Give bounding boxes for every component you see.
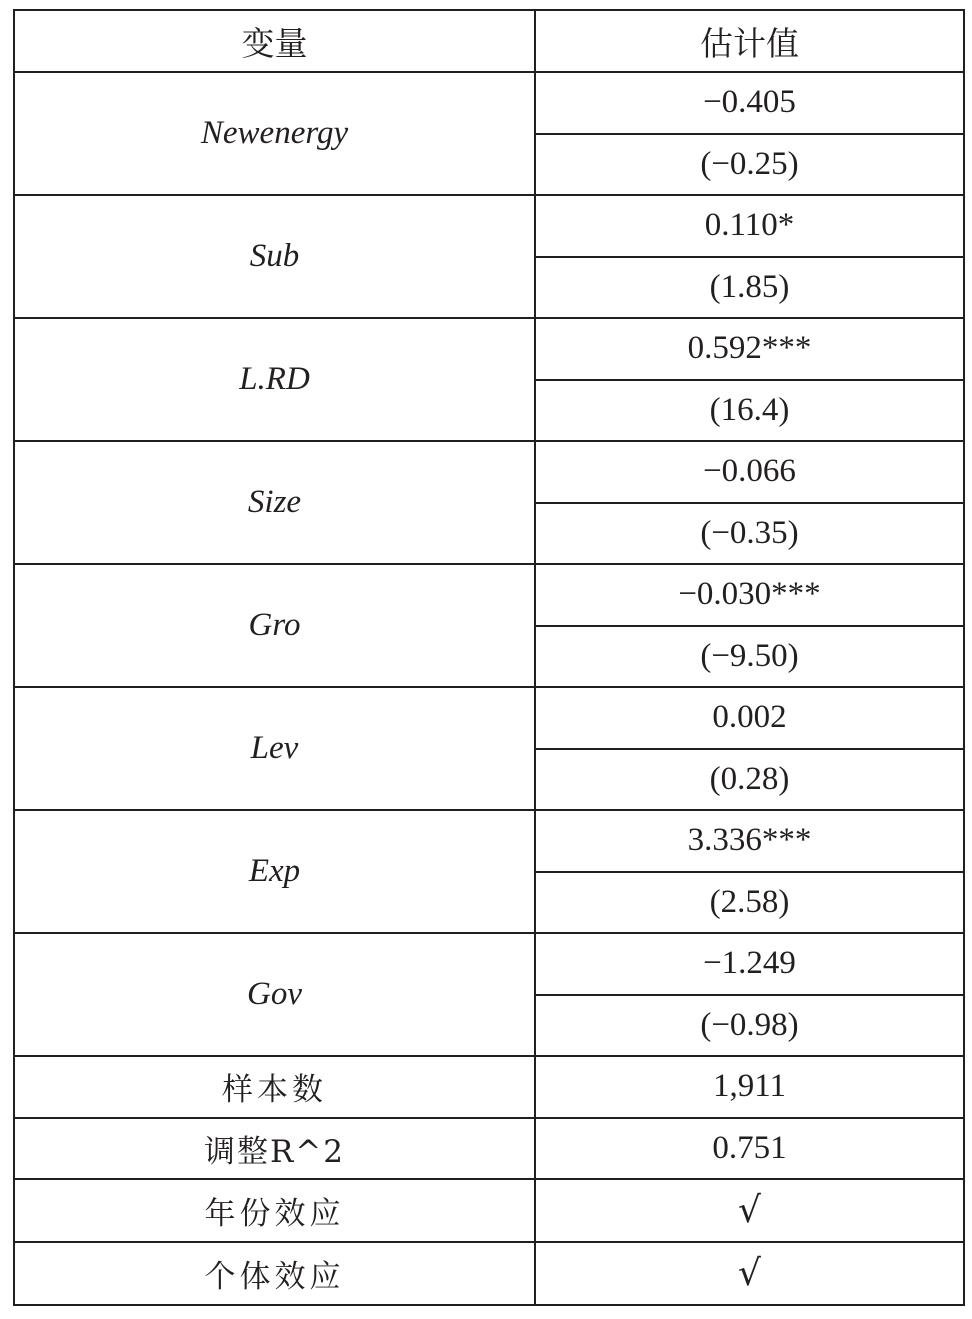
summary-row-adjusted-r2 [14,1118,964,1180]
check-mark-icon: √ [535,1242,964,1305]
table-row [14,687,964,749]
coefficient: 0.002 [535,687,964,749]
summary-label: 样本数 [14,1056,535,1118]
coefficient: −0.066 [535,441,964,503]
table-row [14,318,964,380]
regression-table [13,9,965,1306]
header-variable: 变量 [14,10,535,72]
summary-label: 年份效应 [14,1179,535,1242]
summary-row-year-effect [14,1179,964,1242]
table-row [14,72,964,134]
summary-label: 个体效应 [14,1242,535,1305]
table-row [14,933,964,995]
check-mark-icon: √ [535,1179,964,1242]
variable-name: Sub [14,195,535,318]
table-row [14,564,964,626]
variable-name: Size [14,441,535,564]
t-statistic: (−9.50) [535,626,964,688]
variable-name: Gro [14,564,535,687]
summary-row-individual-effect [14,1242,964,1305]
coefficient: −0.405 [535,72,964,134]
t-statistic: (0.28) [535,749,964,811]
table-row [14,195,964,257]
summary-value: 0.751 [535,1118,964,1180]
summary-value: 1,911 [535,1056,964,1118]
coefficient: 3.336*** [535,810,964,872]
table-row [14,810,964,872]
t-statistic: (−0.35) [535,503,964,565]
coefficient: −1.249 [535,933,964,995]
variable-name: Exp [14,810,535,933]
variable-name: Lev [14,687,535,810]
table-row [14,441,964,503]
coefficient: −0.030*** [535,564,964,626]
header-estimate: 估计值 [535,10,964,72]
t-statistic: (−0.98) [535,995,964,1057]
t-statistic: (1.85) [535,257,964,319]
coefficient: 0.592*** [535,318,964,380]
t-statistic: (2.58) [535,872,964,934]
coefficient: 0.110* [535,195,964,257]
t-statistic: (16.4) [535,380,964,442]
summary-row-sample-size [14,1056,964,1118]
variable-name: L.RD [14,318,535,441]
t-statistic: (−0.25) [535,134,964,196]
variable-name: Gov [14,933,535,1056]
header-row [14,10,964,72]
summary-label: 调整R^2 [14,1118,535,1180]
variable-name: Newenergy [14,72,535,195]
